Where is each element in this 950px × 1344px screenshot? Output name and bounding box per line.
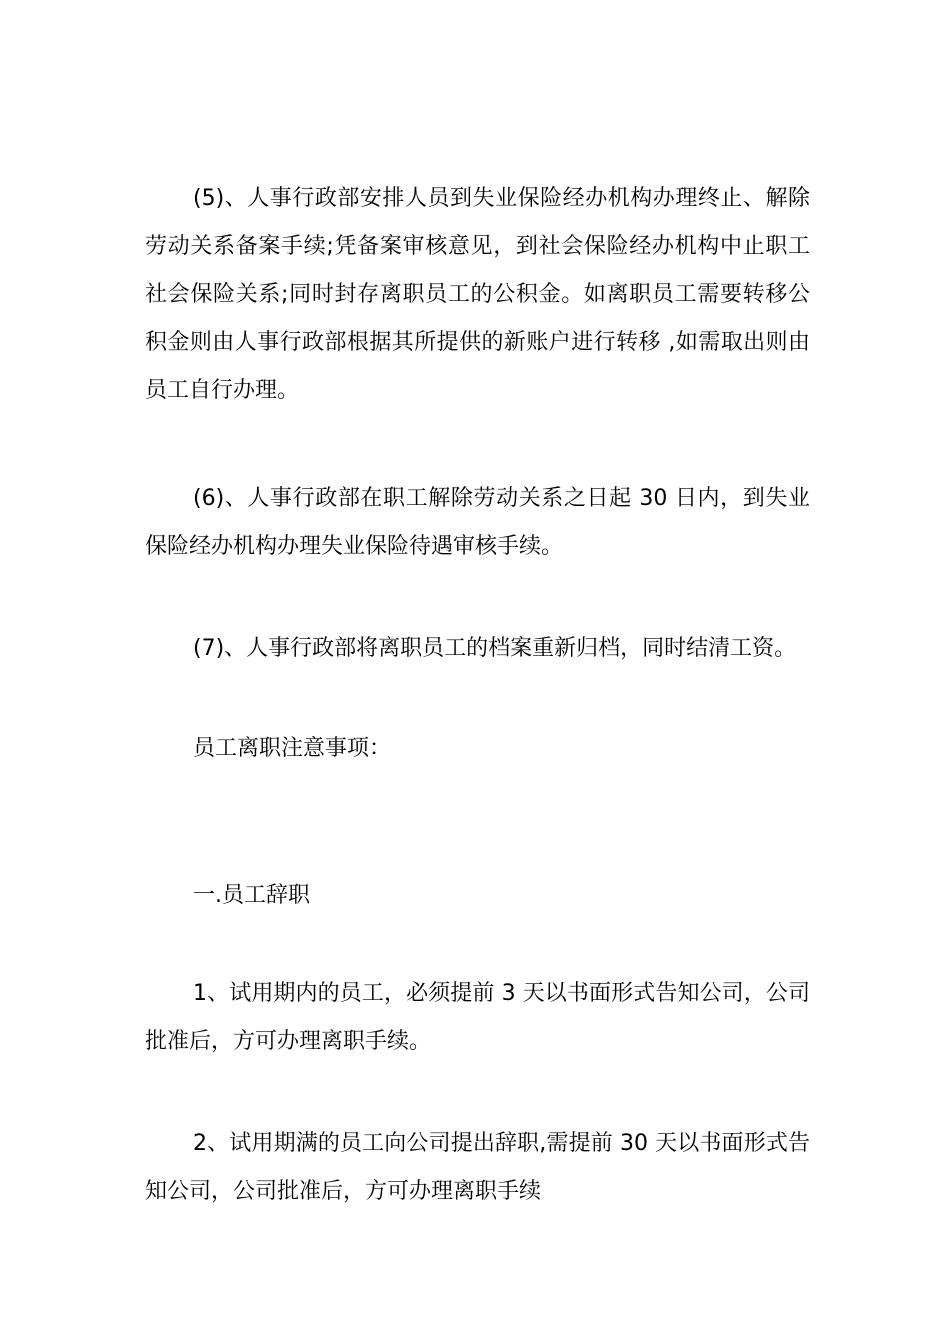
rule-item-2: 2、试用期满的员工向公司提出辞职,需提前 30 天以书面形式告知公司，公司批准后，方可办理离职手续: [145, 1131, 810, 1204]
subsection-heading-resignation: 一.员工辞职: [193, 883, 310, 908]
paragraph-item-6: (6)、人事行政部在职工解除劳动关系之日起 30 日内，到失业保险经办机构办理失业保险待遇审核手续。: [145, 486, 810, 559]
rule-item-1: 1、试用期内的员工，必须提前 3 天以书面形式告知公司，公司批准后，方可办理离职手续。: [145, 981, 810, 1054]
section-heading-notes: 员工离职注意事项：: [193, 736, 392, 761]
paragraph-item-7: (7)、人事行政部将离职员工的档案重新归档，同时结清工资。: [193, 636, 797, 661]
paragraph-item-5: (5)、人事行政部安排人员到失业保险经办机构办理终止、解除劳动关系备案手续;凭备案审核意见，到社会保险经办机构中止职工社会保险关系;同时封存离职员工的公积金。如离职员工需要转移公积金则由人事行政部根据其所提供的新账户进行转移 ,如需取出则由员工自行办理。: [145, 186, 810, 403]
